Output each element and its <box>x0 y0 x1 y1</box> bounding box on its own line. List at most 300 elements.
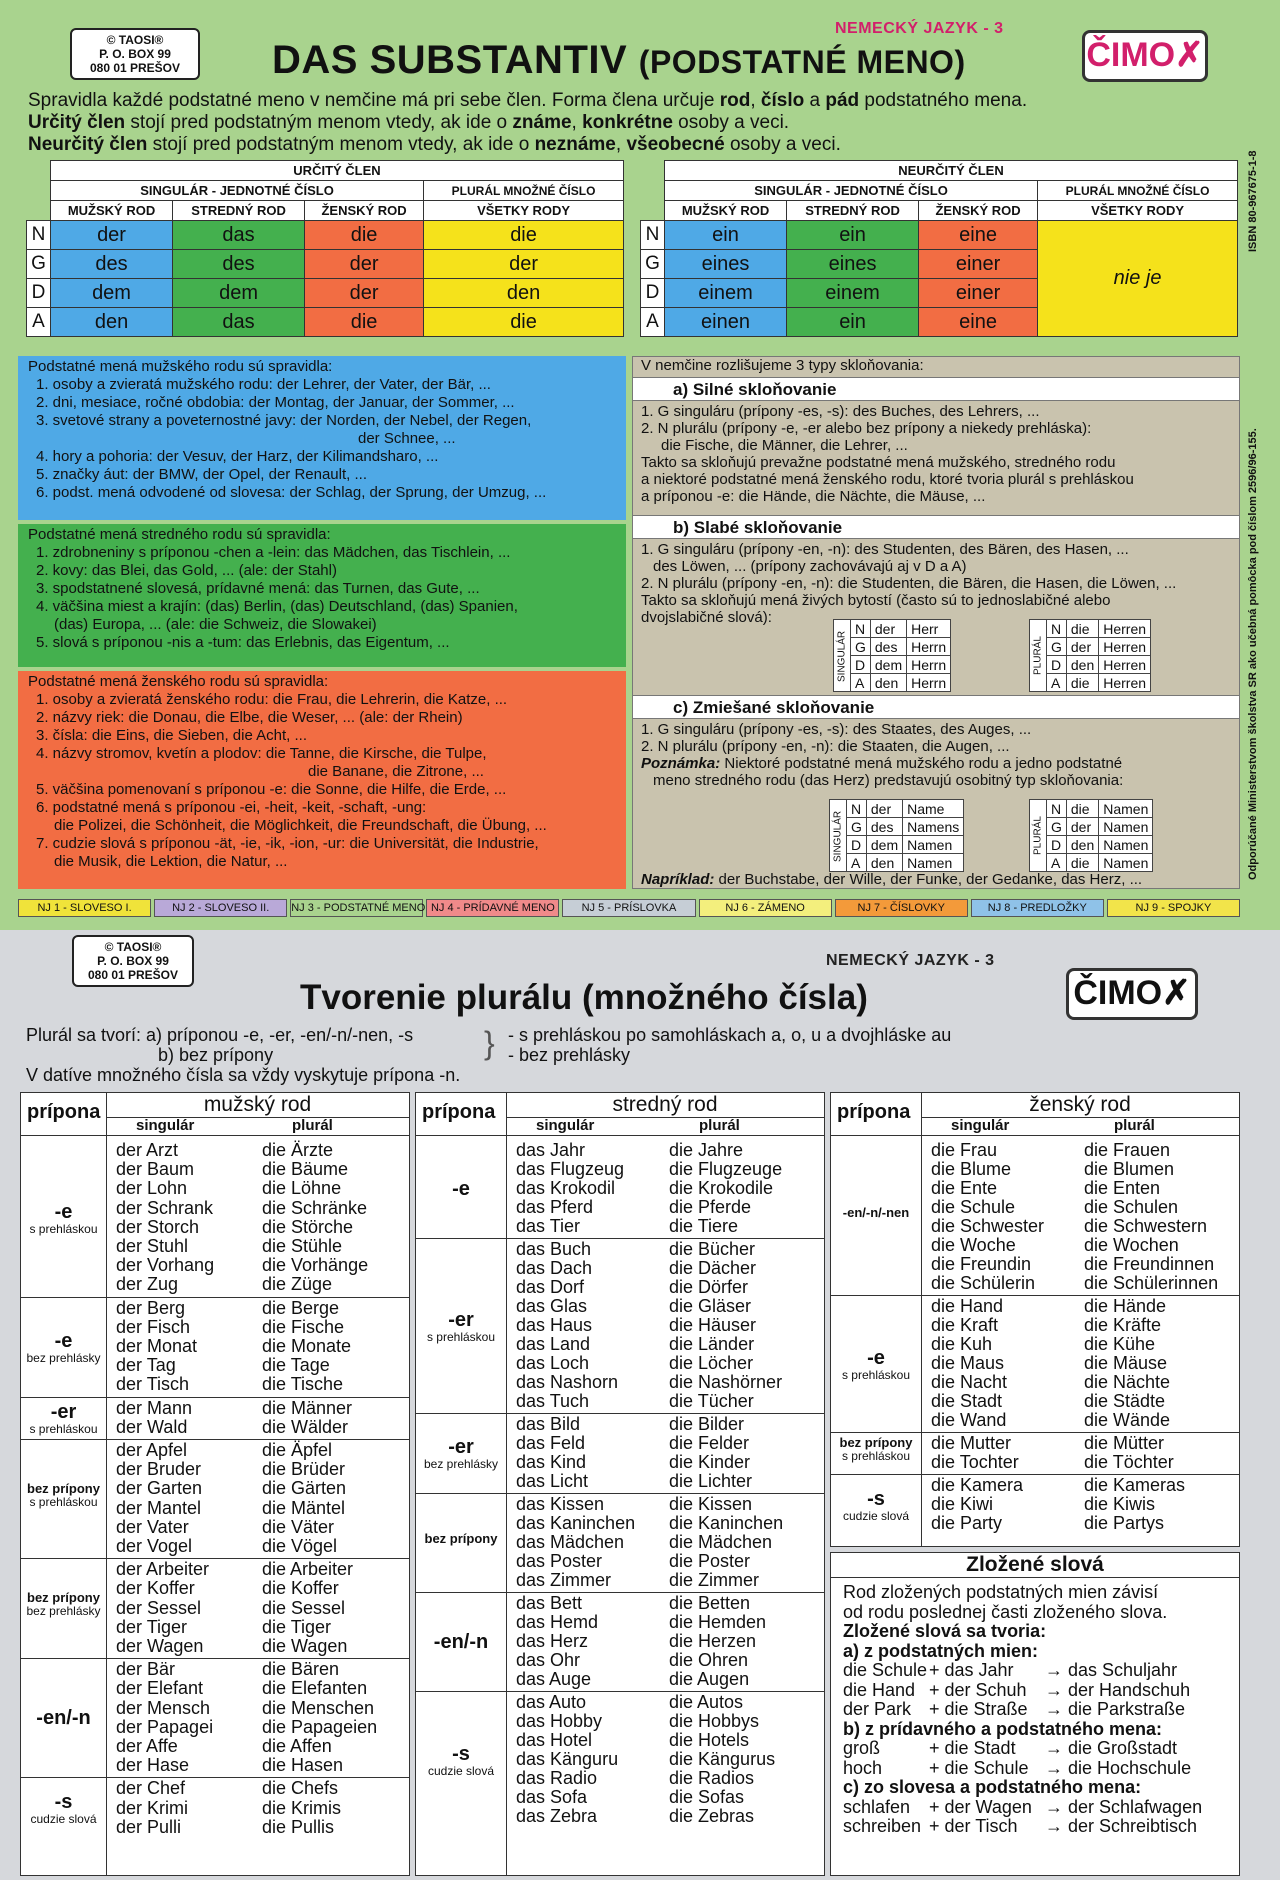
compound-row <box>843 1661 1202 1681</box>
singular-word: die Blume <box>931 1159 1012 1179</box>
mixed-title: c) Zmiešané skloňovanie <box>633 695 1239 719</box>
compound-row <box>843 1739 1202 1759</box>
singular-word: das Herz <box>516 1631 589 1651</box>
suffix-label: -s cudzie slová <box>427 1742 495 1778</box>
plural-word: die Störche <box>262 1216 354 1237</box>
publisher-line: 080 01 PREŠOV <box>87 968 179 982</box>
publisher-box <box>70 28 200 80</box>
singular-word: der Vater <box>116 1516 189 1537</box>
strong-title: a) Silné skloňovanie <box>633 377 1239 401</box>
compound-part: + der Schuh <box>929 1679 1027 1700</box>
compound-part: + die Stadt <box>929 1738 1016 1758</box>
plural-word: die Hände <box>1084 1296 1167 1316</box>
list-item: die Banane, die Zitrone, ... <box>308 763 484 780</box>
singular-word: der Vorhang <box>116 1255 215 1276</box>
singular-word: das Radio <box>516 1768 598 1788</box>
text-line: od rodu poslednej časti zloženého slova. <box>843 1601 1168 1622</box>
singular-word: das Tuch <box>516 1391 590 1411</box>
approval-text: Odporúčané Ministerstvom školstva SR ako učebná pomôcka pod číslom 2596/96-155. <box>1247 428 1259 880</box>
publisher-box <box>72 935 194 987</box>
plural-word: die Dächer <box>669 1258 757 1278</box>
list-item: 4. väčšina miest a krajín: (das) Berlin, (das) Deutschland, (das) Spanien, <box>36 598 518 615</box>
list-item: (das) Europa, ... (ale: die Schweiz, die Slowakei) <box>54 616 377 633</box>
series-footer-item: NJ 1 - SLOVESO I. <box>18 899 151 917</box>
singular-word: das Licht <box>516 1471 589 1491</box>
list-item: 6. podst. mená odvodené od slovesa: der Schlag, der Sprung, der Umzug, ... <box>36 484 547 501</box>
plural-word: die Züge <box>262 1274 333 1295</box>
suffix-label: bez prípony bez prehlásky <box>26 1590 101 1619</box>
list-item: 3. svetové strany a poveternostné javy: der Norden, der Nebel, der Regen, <box>36 412 532 429</box>
singular-head: singulár <box>536 1117 595 1134</box>
text-line: a) z podstatných mien: <box>843 1640 1039 1661</box>
cimo-logo: ČIMO✗ <box>1066 968 1198 1020</box>
card-plural-formation <box>0 930 1280 1880</box>
text-line: dvojslabičné slová): <box>641 609 772 626</box>
intro-line: Spravidla každé podstatné meno v nemčine má pri sebe člen. Forma člena určuje rod, číslo a pád podstatného mena. <box>28 90 1028 111</box>
singular-word: das Hotel <box>516 1730 593 1750</box>
plural-word: die Wälder <box>262 1416 349 1437</box>
plural-word: die Chefs <box>262 1778 339 1799</box>
neuter-rules <box>18 524 626 667</box>
plural-word: die Poster <box>669 1551 751 1571</box>
singular-word: das Pferd <box>516 1197 594 1217</box>
plural-word: die Bäume <box>262 1159 349 1180</box>
text-line: Rod zložených podstatných mien závisí <box>843 1582 1159 1602</box>
plural-word: die Äpfel <box>262 1440 333 1460</box>
table-row: A einen ein eine <box>641 308 1238 337</box>
singular-word: der Pulli <box>116 1816 182 1837</box>
singular-word: das Hobby <box>516 1711 603 1731</box>
text-line: a príponou -e: die Hände, die Nächte, die Mäuse, ... <box>641 488 986 505</box>
rule-line: - bez prehlásky <box>508 1045 631 1065</box>
list-item: die Polizei, die Schönheit, die Möglichkeit, die Freundschaft, die Übung, ... <box>54 817 547 834</box>
declension-intro: V nemčine rozlišujeme 3 typy skloňovania: <box>641 357 924 374</box>
compound-part: die Schule <box>843 1660 928 1680</box>
plural-word: die Sessel <box>262 1597 346 1618</box>
compound-part: schlafen <box>843 1796 911 1817</box>
singular-word: das Kaninchen <box>516 1513 636 1533</box>
plural-word: die Tiere <box>669 1216 739 1236</box>
section-title: stredný rod <box>612 1093 718 1116</box>
singular-word: die Frau <box>931 1140 998 1160</box>
plural-word: die Hobbys <box>669 1711 760 1731</box>
singular-word: das Mädchen <box>516 1532 625 1552</box>
plural-word: die Kinder <box>669 1452 751 1472</box>
singular-word: der Hase <box>116 1755 190 1776</box>
plural-word: die Kaninchen <box>669 1513 784 1533</box>
compound-part: schreiben <box>843 1816 922 1836</box>
plural-word: die Väter <box>262 1516 335 1537</box>
plural-word: die Mütter <box>1084 1433 1165 1453</box>
plural-word: die Schülerinnen <box>1084 1273 1219 1293</box>
text-line: meno stredného rodu (das Herz) predstavujú osobitný typ skloňovania: <box>653 772 1124 789</box>
list-item: 5. značky áut: der BMW, der Opel, der Renault, ... <box>36 466 367 483</box>
singular-word: der Apfel <box>116 1440 188 1460</box>
weak-plural-table: PLURÁL N die Herren G der Herren D den Herren A die Herren <box>1029 619 1151 692</box>
plural-word: die Jahre <box>669 1140 744 1160</box>
singular-word: der Mann <box>116 1397 193 1418</box>
compound-part: + die Schule <box>929 1757 1029 1778</box>
plural-word: die Lichter <box>669 1471 753 1491</box>
singular-word: das Bild <box>516 1414 581 1434</box>
list-item: 1. osoby a zvieratá mužského rodu: der Lehrer, der Vater, der Bär, ... <box>36 376 491 393</box>
table-title: NEURČITÝ ČLEN <box>665 161 1238 181</box>
singular-word: das Hemd <box>516 1612 599 1632</box>
singular-word: die Schülerin <box>931 1273 1036 1293</box>
singular-word: der Sessel <box>116 1597 202 1618</box>
singular-word: der Tisch <box>116 1374 190 1395</box>
feminine-plural-table <box>830 1092 1240 1547</box>
plural-word: die Schwestern <box>1084 1216 1208 1236</box>
compound-part: + das Jahr <box>929 1660 1014 1680</box>
section-title: mužský rod <box>203 1093 312 1116</box>
plural-word: die Hemden <box>669 1612 767 1632</box>
singular-word: der Papagei <box>116 1716 214 1737</box>
plural-word: die Betten <box>669 1593 751 1613</box>
plural-word: die Häuser <box>669 1315 757 1335</box>
plural-word: die Gärten <box>262 1478 347 1499</box>
singular-word: das Zimmer <box>516 1570 612 1590</box>
singular-word: der Monat <box>116 1336 198 1356</box>
compound-part: die Hand <box>843 1679 916 1700</box>
suffix-head: prípona <box>27 1101 101 1123</box>
compound-result: → die Großstadt <box>1045 1738 1178 1758</box>
declension-panel <box>632 356 1240 889</box>
plural-word: die Kissen <box>669 1494 753 1514</box>
plural-word: die Töchter <box>1084 1452 1174 1472</box>
suffix-label: -er s prehláskou <box>29 1400 98 1436</box>
series-footer-item: NJ 7 - ČÍSLOVKY <box>835 899 968 917</box>
singular-word: der Arzt <box>116 1140 179 1160</box>
publisher-line: © TAOSI® <box>106 33 164 47</box>
rule-line: - s prehláskou po samohláskach a, o, u a dvojhláske au <box>508 1025 952 1045</box>
singular-word: das Krokodil <box>516 1178 616 1198</box>
plural-word: die Pferde <box>669 1197 752 1217</box>
singular-word: die Kraft <box>931 1315 999 1335</box>
plural-rules <box>26 1025 460 1085</box>
table-row: D einem einem einer <box>641 279 1238 308</box>
note-label: Poznámka: <box>641 755 721 772</box>
singular-word: das Auge <box>516 1669 592 1689</box>
plural-word: die Hotels <box>669 1730 750 1750</box>
table-row: A den das die die <box>27 308 624 337</box>
plural-word: die Hasen <box>262 1755 344 1776</box>
plural-word: die Krokodile <box>669 1178 774 1198</box>
text-line: b) z prídavného a podstatného mena: <box>843 1718 1163 1739</box>
singular-word: die Maus <box>931 1353 1005 1373</box>
plural-word: die Blumen <box>1084 1159 1175 1179</box>
singular-word: das Zebra <box>516 1806 598 1826</box>
suffix-label: -er bez prehlásky <box>423 1436 499 1471</box>
plural-word: die Herzen <box>669 1631 757 1651</box>
weak-singular-table: SINGULÁR N der Herr G des Herrn D dem Herrn A den Herrn <box>833 619 951 692</box>
plural-word: die Vögel <box>262 1536 338 1556</box>
plural-word: die Felder <box>669 1433 750 1453</box>
singular-word: der Storch <box>116 1216 200 1237</box>
table-row: N der das die die <box>27 221 624 250</box>
singular-word: das Känguru <box>516 1749 619 1769</box>
plural-head: PLURÁL MNOŽNÉ ČÍSLO <box>424 181 624 201</box>
singular-word: der Wagen <box>116 1636 204 1656</box>
compound-part: + die Straße <box>929 1699 1028 1719</box>
compound-title: Zložené slová <box>831 1553 1239 1578</box>
plural-word: die Affen <box>262 1736 332 1756</box>
plural-word: die Tücher <box>669 1391 754 1411</box>
suffix-head: prípona <box>837 1101 911 1123</box>
col-head: VŠETKY RODY <box>1038 201 1238 221</box>
plural-head: plurál <box>1114 1117 1155 1134</box>
intro-line: Určitý člen stojí pred podstatným menom vtedy, ak ide o známe, konkrétne osoby a veci. <box>28 112 790 133</box>
compound-part: + der Wagen <box>929 1796 1032 1817</box>
plural-word: die Stühle <box>262 1236 343 1256</box>
singular-word: die Freundin <box>931 1254 1032 1274</box>
singular-word: der Garten <box>116 1478 203 1499</box>
singular-word: die Stadt <box>931 1391 1003 1411</box>
list-item: 1. zdrobneniny s príponou -chen a -lein: das Mädchen, das Tischlein, ... <box>36 544 511 561</box>
text-line: 2. N plurálu (prípony -en, -n): die Studenten, die Bären, die Hasen, die Löwen, ... <box>641 575 1177 592</box>
example-line: Napríklad: der Buchstabe, der Wille, der Funke, der Gedanke, das Herz, ... <box>641 871 1143 888</box>
plural-word: die Partys <box>1084 1513 1165 1533</box>
compound-row <box>843 1817 1202 1837</box>
suffix-label: -e <box>452 1177 470 1200</box>
suffix-label: bez prípony s prehláskou <box>27 1480 100 1509</box>
singular-word: das Loch <box>516 1353 590 1373</box>
list-item: 2. kovy: das Blei, das Gold, ... (ale: der Stahl) <box>36 562 337 579</box>
compound-result: → der Schlafwagen <box>1045 1796 1203 1817</box>
plural-word: die Fische <box>262 1316 345 1337</box>
plural-word: die Tage <box>262 1355 330 1376</box>
singular-word: das Nashorn <box>516 1372 619 1392</box>
intro-line: Neurčitý člen stojí pred podstatným menom vtedy, ak ide o neznáme, všeobecné osoby a veci. <box>28 134 841 155</box>
series-tag: NEMECKÝ JAZYK - 3 <box>835 20 1004 37</box>
publisher-line: P. O. BOX 99 <box>99 47 171 61</box>
singular-word: die Kuh <box>931 1334 993 1354</box>
plural-word: die Pullis <box>262 1816 335 1837</box>
singular-word: das Land <box>516 1334 591 1354</box>
plural-word: die Ohren <box>669 1650 749 1670</box>
text-line: Takto sa skloňujú prevažne podstatné mená mužského, stredného rodu <box>641 454 1116 471</box>
suffix-label: -en/-n <box>433 1630 489 1653</box>
plural-word: die Bären <box>262 1659 340 1680</box>
plural-word: die Menschen <box>262 1697 375 1718</box>
plural-head: plurál <box>699 1117 740 1134</box>
singular-word: die Nacht <box>931 1372 1008 1392</box>
singular-word: der Wald <box>116 1416 188 1437</box>
singular-word: das Feld <box>516 1433 586 1453</box>
page-title: DAS SUBSTANTIV (PODSTATNÉ MENO) <box>272 38 966 82</box>
plural-word: die Elefanten <box>262 1678 368 1699</box>
singular-word: das Kissen <box>516 1494 605 1514</box>
compound-row <box>843 1798 1202 1818</box>
singular-word: die Kiwi <box>931 1494 994 1514</box>
plural-word: die Löhne <box>262 1178 342 1199</box>
section-title: ženský rod <box>1029 1093 1131 1116</box>
suffix-label: -e bez prehlásky <box>26 1329 101 1365</box>
text-line: 2. N plurálu (prípony -e, -er alebo bez prípony a niekedy prehláska): <box>641 420 1092 437</box>
col-head: MUŽSKÝ ROD <box>51 201 173 221</box>
col-head: STREDNÝ ROD <box>173 201 305 221</box>
plural-word: die Koffer <box>262 1578 339 1599</box>
plural-word: die Enten <box>1084 1178 1161 1198</box>
singular-word: die Schule <box>931 1197 1016 1217</box>
table-row: D dem dem der den <box>27 279 624 308</box>
col-head: VŠETKY RODY <box>424 201 624 221</box>
compound-result: → die Parkstraße <box>1045 1699 1186 1719</box>
plural-word: die Wagen <box>262 1636 348 1656</box>
plural-word: die Nashörner <box>669 1372 783 1392</box>
plural-word: die Tische <box>262 1374 344 1395</box>
singular-word: der Mensch <box>116 1697 211 1718</box>
mixed-singular-table: SINGULÁR N der Name G des Namens D dem Namen A den Namen <box>829 799 964 872</box>
suffix-head: prípona <box>422 1101 496 1123</box>
plural-word: die Kühe <box>1084 1334 1156 1354</box>
plural-word: die Frauen <box>1084 1140 1171 1160</box>
plural-word: die Wochen <box>1084 1235 1179 1255</box>
singular-word: der Baum <box>116 1159 195 1180</box>
col-head: STREDNÝ ROD <box>787 201 919 221</box>
compound-result: → der Schreibtisch <box>1045 1816 1198 1836</box>
singular-word: der Affe <box>116 1736 178 1756</box>
singular-word: das Poster <box>516 1551 603 1571</box>
block-head: Podstatné mená mužského rodu sú spravidla: <box>28 358 333 375</box>
text-line: Takto sa skloňujú mená živých bytostí (často sú to jednoslabičné alebo <box>641 592 1111 609</box>
suffix-label: -e s prehláskou <box>841 1346 911 1382</box>
list-item: 7. cudzie slová s príponou -ät, -ie, -ik, -ion, -ur: die Universität, die Industrie, <box>36 835 539 852</box>
singular-word: die Ente <box>931 1178 998 1198</box>
list-item: die Musik, die Lektion, die Natur, ... <box>54 853 288 870</box>
cimo-logo: ČIMO✗ <box>1082 30 1208 82</box>
plural-word: die Arbeiter <box>262 1559 354 1580</box>
weak-title: b) Slabé skloňovanie <box>633 515 1239 539</box>
plural-word: die Kängurus <box>669 1749 776 1769</box>
plural-word: die Dörfer <box>669 1277 749 1297</box>
text-line: Niektoré podstatné mená mužského rodu a jedno podstatné <box>724 755 1123 772</box>
plural-word: die Papageien <box>262 1716 378 1737</box>
compound-part: groß <box>843 1738 881 1758</box>
singular-word: der Berg <box>116 1297 186 1318</box>
singular-head: singulár <box>136 1117 195 1134</box>
block-head: Podstatné mená stredného rodu sú spravidla: <box>28 526 331 543</box>
plural-head: PLURÁL MNOŽNÉ ČÍSLO <box>1038 181 1238 201</box>
singular-word: das Dach <box>516 1258 593 1278</box>
col-head: ŽENSKÝ ROD <box>305 201 424 221</box>
compound-words <box>830 1552 1240 1876</box>
col-head: ŽENSKÝ ROD <box>919 201 1038 221</box>
plural-word: die Nächte <box>1084 1372 1171 1392</box>
list-item: 2. dni, mesiace, ročné obdobia: der Montag, der Januar, der Sommer, ... <box>36 394 515 411</box>
page-title: Tvorenie plurálu (množného čísla) <box>300 978 868 1017</box>
plural-word: die Brüder <box>262 1459 346 1480</box>
compound-row <box>843 1700 1202 1720</box>
singular-word: das Auto <box>516 1692 587 1712</box>
text-line: 1. G singuláru (prípony -es, -s): des Staates, des Auges, ... <box>641 721 1032 738</box>
plural-word: die Ärzte <box>262 1140 334 1160</box>
suffix-label: -en/-n <box>36 1706 91 1729</box>
plural-word: die Monate <box>262 1336 352 1356</box>
plural-word: die Vorhänge <box>262 1255 369 1276</box>
plural-word: die Zimmer <box>669 1570 760 1590</box>
singular-word: der Bruder <box>116 1459 202 1480</box>
series-footer-item: NJ 3 - PODSTATNÉ MENO <box>290 899 423 917</box>
text-line: a niektoré podstatné mená ženského rodu, ktoré tvoria plurál s prehláskou <box>641 471 1134 488</box>
singular-word: die Wand <box>931 1410 1007 1430</box>
plural-word: die Radios <box>669 1768 755 1788</box>
singular-word: das Tier <box>516 1216 581 1236</box>
table-row: G eines eines einer <box>641 250 1238 279</box>
plural-head: plurál <box>292 1117 333 1134</box>
singular-word: das Jahr <box>516 1140 586 1160</box>
singular-word: der Koffer <box>116 1578 195 1599</box>
singular-head: SINGULÁR - JEDNOTNÉ ČÍSLO <box>665 181 1038 201</box>
card-das-substantiv <box>0 0 1280 930</box>
singular-word: das Dorf <box>516 1277 585 1297</box>
indefinite-article-table <box>640 160 1238 337</box>
text-line: des Löwen, ... (prípony zachovávajú aj v D a A) <box>653 558 967 575</box>
list-item: 6. podstatné mená s príponou -ei, -heit, -keit, -schaft, -ung: <box>36 799 427 816</box>
plural-word: die Schulen <box>1084 1197 1179 1217</box>
series-footer-item: NJ 8 - PREDLOŽKY <box>971 899 1104 917</box>
list-item: 5. slová s príponou -nis a -tum: das Erlebnis, das Eigentum, ... <box>36 634 450 651</box>
rule-line: Plurál sa tvorí: a) príponou -e, -er, -en/-n/-nen, -s <box>26 1025 414 1045</box>
series-tag: NEMECKÝ JAZYK - 3 <box>826 952 995 969</box>
series-footer-item: NJ 5 - PRÍSLOVKA <box>562 899 695 917</box>
suffix-label: -s cudzie slová <box>842 1487 910 1523</box>
list-item: 2. názvy riek: die Donau, die Elbe, die Weser, ... (ale: der Rhein) <box>36 709 463 726</box>
singular-word: das Haus <box>516 1315 593 1335</box>
plural-note: nie je <box>1038 221 1238 337</box>
plural-word: die Kameras <box>1084 1475 1186 1495</box>
feminine-rules <box>18 671 626 889</box>
table-row: N ein ein eine nie je <box>641 221 1238 250</box>
text-line: die Fische, die Männer, die Lehrer, ... <box>661 437 908 454</box>
table-row: G des des der der <box>27 250 624 279</box>
plural-word: die Augen <box>669 1669 750 1689</box>
singular-word: der Bär <box>116 1659 176 1680</box>
singular-word: der Mantel <box>116 1497 202 1518</box>
singular-word: der Lohn <box>116 1178 188 1199</box>
list-item: 3. spodstatnené slovesá, prídavné mená: das Turnen, das Gute, ... <box>36 580 480 597</box>
text-line: Zložené slová sa tvoria: <box>843 1621 1047 1641</box>
publisher-line: © TAOSI® <box>104 940 162 954</box>
plural-word: die Wände <box>1084 1410 1171 1430</box>
list-item: 4. názvy stromov, kvetín a plodov: die Tanne, die Kirsche, die Tulpe, <box>36 745 487 762</box>
plural-word: die Mädchen <box>669 1532 773 1552</box>
plural-rules-right <box>508 1025 951 1065</box>
singular-word: das Flugzeug <box>516 1159 625 1179</box>
singular-head: singulár <box>951 1117 1010 1134</box>
singular-head: SINGULÁR - JEDNOTNÉ ČÍSLO <box>51 181 424 201</box>
list-item: 4. hory a pohoria: der Vesuv, der Harz, der Kilimandsharo, ... <box>36 448 439 465</box>
singular-word: die Schwester <box>931 1216 1045 1236</box>
series-footer-item: NJ 2 - SLOVESO II. <box>154 899 287 917</box>
block-head: Podstatné mená ženského rodu sú spravidla: <box>28 673 329 690</box>
singular-word: der Fisch <box>116 1316 191 1337</box>
singular-word: die Kamera <box>931 1475 1024 1495</box>
plural-word: die Kräfte <box>1084 1315 1162 1335</box>
compound-result: → die Hochschule <box>1045 1757 1192 1778</box>
suffix-label: -s cudzie slová <box>30 1791 97 1827</box>
plural-word: die Flugzeuge <box>669 1159 783 1179</box>
singular-word: die Party <box>931 1513 1003 1533</box>
masculine-rules <box>18 356 626 520</box>
plural-word: die Mäuse <box>1084 1353 1168 1373</box>
plural-word: die Tiger <box>262 1616 332 1637</box>
plural-word: die Löcher <box>669 1353 754 1373</box>
compound-part: hoch <box>843 1757 883 1778</box>
singular-word: der Vogel <box>116 1536 193 1556</box>
definite-article-table <box>26 160 624 337</box>
plural-word: die Mäntel <box>262 1497 346 1518</box>
